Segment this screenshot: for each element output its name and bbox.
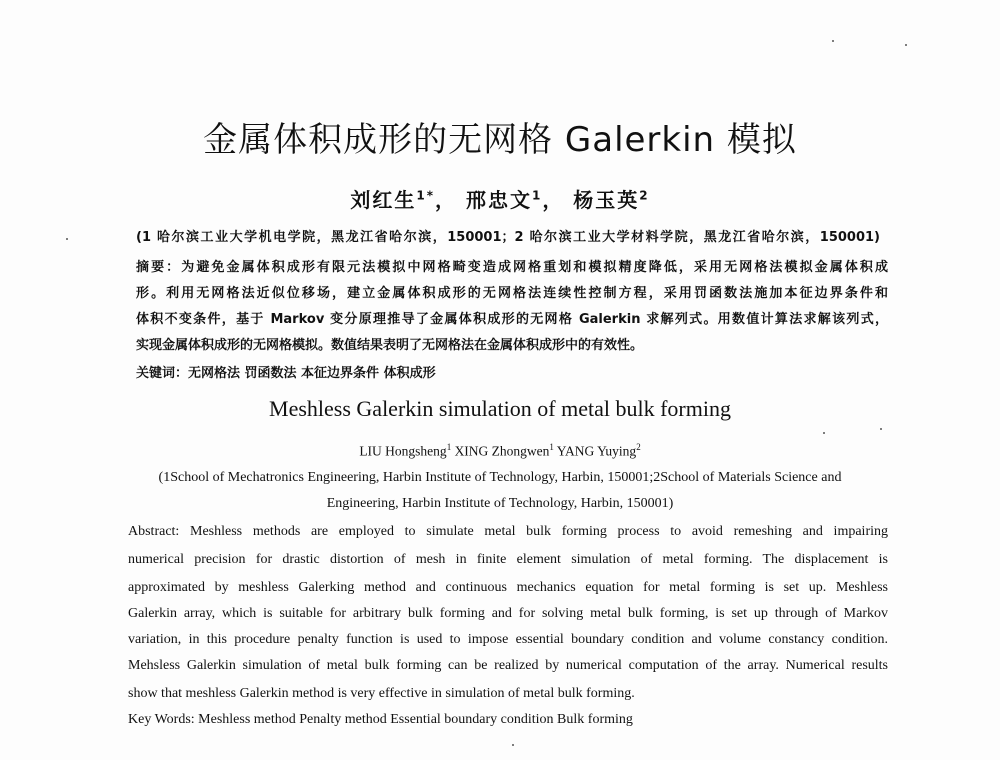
scan-speck — [832, 40, 834, 42]
english-abstract-line: show that meshless Galerkin method is very effective in simulation of metal bulk forming. — [128, 686, 635, 701]
english-affiliation-line: (1School of Mechatronics Engineering, Harbin Institute of Technology, Harbin, 150001;2School of Materials Science and — [158, 470, 842, 485]
scan-speck — [880, 428, 882, 430]
chinese-abstract-line: 形。利用无网格法近似位移场，建立金属体积成形的无网格法连续性控制方程，采用罚函数法施加本征边界条件和 — [136, 286, 888, 301]
scan-speck — [823, 432, 825, 434]
author-mark: 1 — [446, 442, 452, 452]
english-abstract-line: numerical precision for drastic distortion of mesh in finite element simulation of metal forming. The displacement is — [128, 552, 888, 567]
author-mark: 2 — [636, 442, 641, 452]
author-mark: 2 — [639, 188, 650, 203]
english-affiliation-line: Engineering, Harbin Institute of Technology, Harbin, 150001) — [326, 496, 674, 511]
author-name: YANG Yuying — [556, 443, 637, 459]
english-abstract-line: Abstract: Meshless methods are employed to simulate metal bulk forming process to avoid remeshing and impairing — [128, 524, 888, 539]
english-title: Meshless Galerkin simulation of metal bulk forming — [269, 396, 731, 421]
english-abstract-line: Galerkin array, which is suitable for arbitrary bulk forming and for solving metal bulk forming, is set up through of Markov — [128, 606, 888, 621]
author-name: 刘红生 — [350, 188, 417, 212]
chinese-affiliation: (1 哈尔滨工业大学机电学院，黑龙江省哈尔滨，150001；2 哈尔滨工业大学材料学院，黑龙江省哈尔滨，150001) — [136, 230, 880, 245]
chinese-abstract-line: 实现金属体积成形的无网格模拟。数值结果表明了无网格法在金属体积成形中的有效性。 — [136, 338, 644, 353]
scan-speck — [66, 238, 68, 240]
english-keywords: Key Words: Meshless method Penalty method Essential boundary condition Bulk forming — [128, 712, 633, 727]
author-name: XING Zhongwen — [454, 443, 550, 459]
author-name: 杨玉英 — [573, 188, 640, 212]
chinese-abstract-line: 体积不变条件，基于 Markov 变分原理推导了金属体积成形的无网格 Galerkin 求解列式。用数值计算法求解该列式， — [136, 312, 888, 327]
chinese-abstract-line: 摘要：为避免金属体积成形有限元法模拟中网格畸变造成网格重划和模拟精度降低，采用无网格法模拟金属体积成 — [136, 260, 888, 275]
scan-speck — [512, 744, 514, 746]
author-name: LIU Hongsheng — [359, 443, 447, 459]
scan-speck — [905, 44, 907, 46]
chinese-keywords: 关键词：无网格法 罚函数法 本征边界条件 体积成形 — [136, 366, 436, 381]
author-mark: 1 — [549, 442, 554, 452]
chinese-authors — [0, 184, 1000, 213]
english-abstract-line: Mehsless Galerkin simulation of metal bulk forming can be realized by numerical computation of the array. Numerical results — [128, 658, 888, 673]
author-mark: 1* — [416, 188, 435, 203]
author-separator: ， — [434, 188, 457, 212]
english-abstract-line: variation, in this procedure penalty function is used to impose essential boundary condition and volume constancy condition. — [128, 632, 888, 647]
english-authors — [0, 442, 1000, 460]
chinese-title: 金属体积成形的无网格 Galerkin 模拟 — [203, 120, 797, 160]
author-name: 邢忠文 — [465, 188, 532, 212]
author-mark: 1 — [531, 188, 543, 203]
author-separator: ， — [542, 188, 565, 212]
english-abstract-line: approximated by meshless Galerking method and continuous mechanics equation for metal forming is set up. Meshless — [128, 580, 888, 595]
